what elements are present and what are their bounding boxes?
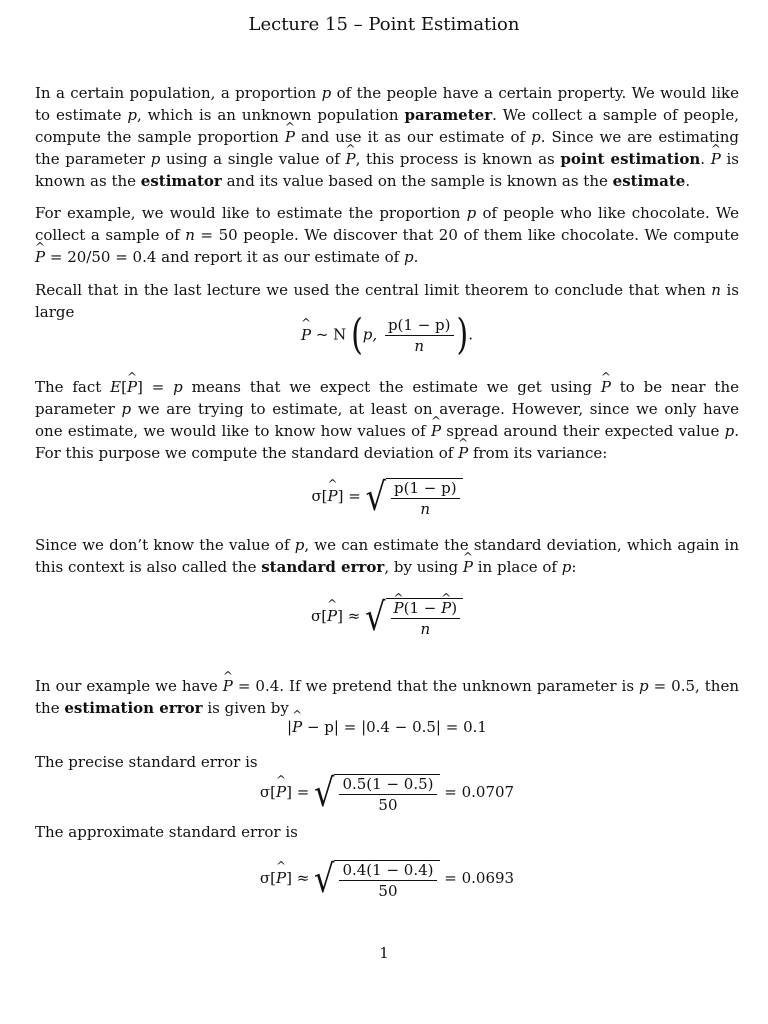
equation-precise-se: σ[^ P] = √ $\frac{0.5(1 - 0.5)}{50}$ = 0.0707 <box>35 772 739 814</box>
paragraph-precise: The precise standard error is <box>35 753 258 771</box>
equation-error: |^ P − p| = |0.4 − 0.5| = 0.1 <box>35 718 739 736</box>
paragraph-example: For example, we would like to estimate the proportion p of people who like chocolate. We collect a sample of n = 50 people. We discover that 20 of them like chocolate. We compute ^ P = 20/50 = 0.4 and report it as our estimate of p. <box>35 202 739 268</box>
paragraph-approx: The approximate standard error is <box>35 823 298 841</box>
paragraph-intro: In a certain population, a proportion p of the people have a certain property. We would like to estimate p, which is an unknown population parameter. We collect a sample of people, compute the sample proportion ^ P and use it as our estimate of p. Since we are estimating the parameter p using a single value of ^ P, this process is known as point estimation. ^ P is known as the estimator and its value based on the sample is known as the estimate. <box>35 82 739 192</box>
page-title: Lecture 15 – Point Estimation <box>248 14 520 35</box>
equation-approx-se: σ[^ P] ≈ √ $\frac{0.4(1 - 0.4)}{50}$ = 0.0693 <box>35 858 739 900</box>
equation-se-approx: σ[^ P] ≈ √ ^ $\frac{P(1 - \^{} P)}{n}$ <box>35 596 739 638</box>
equation-sd: σ[^ P] = √ $\frac{p(1 - p)}{n}$ <box>35 476 739 518</box>
paragraph-estimation-error: In our example we have ^ P = 0.4. If we pretend that the unknown parameter is p = 0.5, then the estimation error is given by <box>35 675 739 719</box>
page-number: 1 <box>379 944 389 962</box>
equation-distribution: ^ P ~ N (p, $\frac{p(1 - p)}{n}$ ). <box>35 316 739 355</box>
paragraph-recall: Recall that in the last lecture we used the central limit theorem to conclude that when n is large <box>35 281 739 321</box>
paragraph-standard-error: Since we don’t know the value of p, we can estimate the standard deviation, which again in this context is also called the standard error, by using ^ P in place of p: <box>35 534 739 578</box>
paragraph-expectation: The fact E[^ P] = p means that we expect the estimate we get using ^ P to be near the parameter p we are trying to estimate, at least on average. However, since we only have one estimate, we would like to know how values of ^ P spread around their expected value p. For this purpose we compute the standard deviation of ^ P from its variance: <box>35 376 739 464</box>
